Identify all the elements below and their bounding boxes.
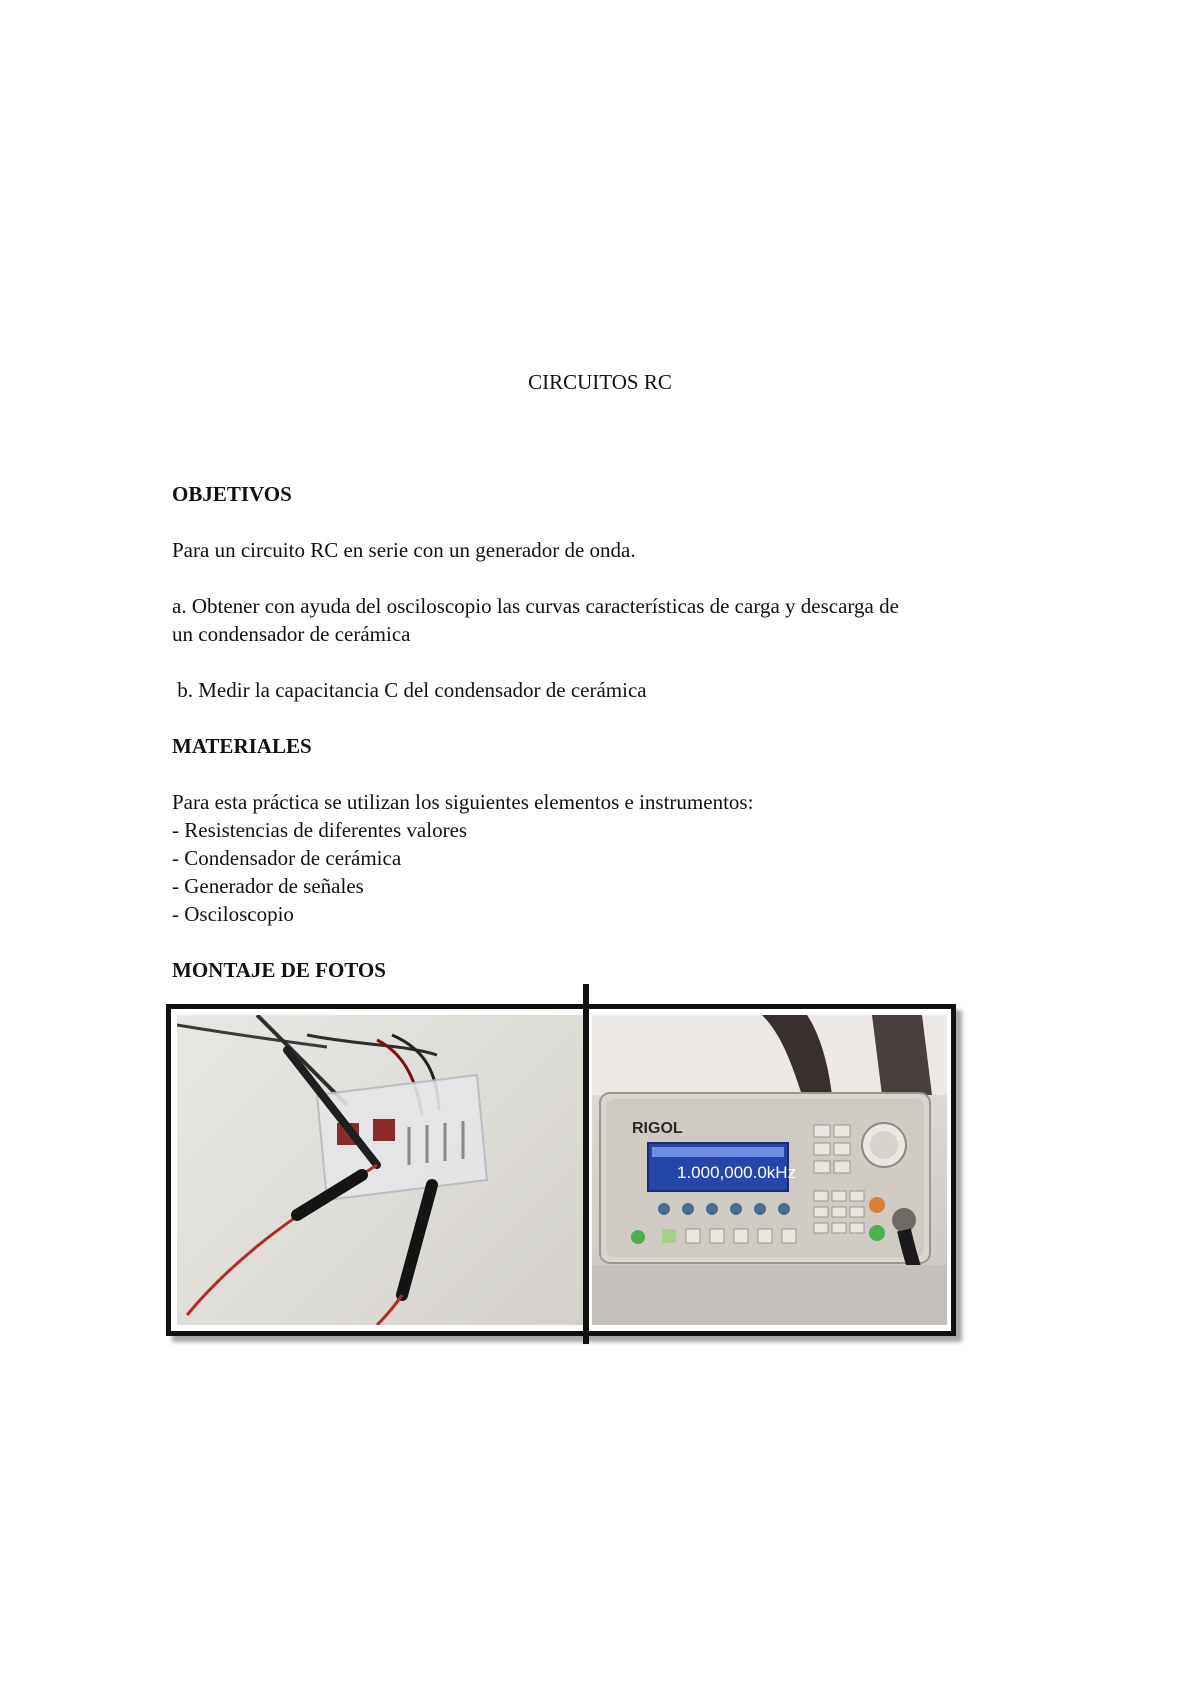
- materials-item: - Condensador de cerámica: [172, 846, 402, 870]
- materials-heading: MATERIALES: [172, 734, 312, 758]
- objectives-intro: Para un circuito RC en serie con un generador de onda.: [172, 538, 636, 562]
- circuit-board-illustration: [177, 1015, 583, 1325]
- materials-list: [172, 816, 1032, 928]
- photo-montage: [166, 1004, 956, 1336]
- signal-generator-illustration: [592, 1015, 947, 1325]
- montage-heading: MONTAJE DE FOTOS: [172, 958, 386, 982]
- objective-a-line-1: a. Obtener con ayuda del osciloscopio las curvas características de carga y descarga de: [172, 594, 899, 618]
- montage-divider: [583, 984, 589, 1344]
- objective-b: b. Medir la capacitancia C del condensador de cerámica: [172, 678, 647, 702]
- materials-item: - Resistencias de diferentes valores: [172, 818, 468, 842]
- objective-a-line-2: un condensador de cerámica: [172, 622, 411, 646]
- materials-item: - Osciloscopio: [172, 902, 294, 926]
- generator-brand: RIGOL: [632, 1120, 683, 1137]
- generator-display: 1.000,000.0kHz: [677, 1163, 797, 1182]
- objectives-heading: OBJETIVOS: [172, 482, 292, 506]
- document-title: CIRCUITOS RC: [528, 370, 672, 394]
- signal-generator-photo: [592, 1015, 947, 1325]
- materials-item: - Generador de señales: [172, 874, 364, 898]
- materials-intro: Para esta práctica se utilizan los siguientes elementos e instrumentos:: [172, 790, 754, 814]
- circuit-board-photo: [177, 1015, 583, 1325]
